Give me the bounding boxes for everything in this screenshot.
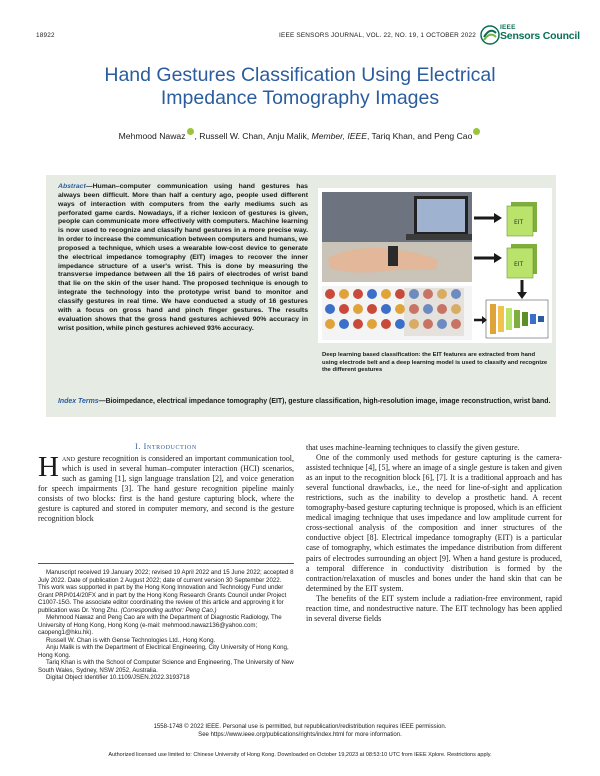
orcid-icon[interactable] (187, 128, 194, 135)
logo-sensors-council-text: Sensors Council (500, 30, 580, 42)
orcid-icon[interactable] (473, 128, 480, 135)
title-line-2: Impedance Tomography Images (160, 87, 440, 109)
footnote-corresponding: (Corresponding author: Peng Cao.) (120, 606, 217, 614)
footnote-affiliation-3: Anju Malik is with the Department of Electrical Engineering, City University of Hong Kong, Hong Kong. (38, 644, 289, 659)
footnote-doi[interactable]: Digital Object Identifier 10.1109/JSEN.2022.3193718 (46, 674, 190, 681)
right-paragraph-2: The benefits of the EIT system include a radiation-free environment, rapid reaction time, and nondestructive nature. The EIT technology has been applied in several diverse fields (306, 593, 562, 623)
footnote-manuscript-text: Manuscript received 19 January 2022; revised 19 April 2022 and 15 June 2022; accepted 8 July 2022. Date of publication 2 August 2022; date of current version 30 September 2022. This work was supported in part by the Hong Kong Innovation and Technology Fund under Grant PRP/014/20FX and in part by the Hong Kong Research Grants Council under Project C1007-15G. The associate editor coordinating the review of this article and approving it for publication was Dr. Yong Zhu. (38, 569, 294, 614)
authors-middle: , Russell W. Chan, Anju Malik, (194, 130, 310, 141)
intro-text: gesture recognition is considered an important communication tool, which is used in several human–computer interaction (HCI) scenarios, such as gaming [1], sign language translation [2], and voice generation for speech impairments [3]. The hand gesture recognition pipeline mainly consists of two blocks: first is the hand gesture capturing block, where the gesture is captured and stored in computer memory, and second is the gesture recognition block (38, 454, 294, 524)
right-paragraph-0: that uses machine-learning techniques to classify the given gesture. (306, 443, 520, 452)
graphical-abstract-figure (318, 188, 552, 343)
abstract-label: Abstract (58, 183, 86, 190)
authors-end: , Tariq Khan, and Peng Cao (366, 130, 473, 141)
author-list (30, 128, 570, 141)
lead-small-caps: and (61, 454, 75, 463)
footnote-manuscript (38, 569, 294, 614)
license-notice: Authorized licensed use limited to: Chinese University of Hong Kong. Downloaded on October 19,2023 at 08:53:10 UTC from IEEE Xplore. Restrictions apply. (108, 752, 492, 758)
title-line-1: Hand Gestures Classification Using Electrical (104, 64, 496, 86)
footnote-divider (38, 563, 294, 564)
footnote-affiliation-2: Russell W. Chan is with Gense Technologies Ltd., Hong Kong. (46, 636, 216, 644)
copyright-footer (30, 723, 570, 739)
index-terms (58, 397, 552, 406)
index-terms-body: —Bioimpedance, electrical impedance tomography (EIT), gesture classification, high-resolution image, image reconstruction, wrist band. (98, 398, 551, 405)
section-heading-introduction: I. Introduction (135, 442, 197, 451)
drop-cap: H (38, 451, 59, 483)
paper-title (30, 64, 570, 110)
rights-link-line[interactable]: See https://www.ieee.org/publications/rights/index.html for more information. (198, 732, 402, 738)
index-terms-label: Index Terms (58, 398, 99, 405)
footnotes (38, 569, 294, 682)
ieee-sensors-council-logo (480, 24, 580, 46)
figure-caption: Deep learning based classification: the EIT features are extracted from hand using electrode belt and a deep learning model is used to classify and recognize the different gestures (322, 352, 548, 374)
abstract-body: —Human–computer communication using hand gestures has always been difficult. More than half a century ago, people used different ways of interaction with computers from the early mediums such as perforated game cards. Nowadays, if a richer lexicon of gestures is given, people can communicate more effectively with computers. Machine learning is now used to recognize and classify hand gestures in a more precise way. In order to increase the communication between computers and humans, we proposed a technique, which uses a wearable low-cost device to generate the electrical impedance tomography (EIT) images to recover the inner impedance structure of a user's wrist. This is done by measuring the transverse impedance between all the 16 pairs of electrodes of wrist band that lie on the skin of the user hand. The proposed technique is enough to integrate the technology into the prototype wrist band to monitor and classify gestures in real time. We have conducted a study of 16 gestures with a focus on gross hand and pinch finger gestures. The results evaluation shows that the gross hand gestures achieved 90% accuracy in wrist position, while pinch gestures achieved 93% accuracy. (58, 183, 308, 332)
deep-learning-model (486, 300, 548, 338)
page-number: 18922 (36, 32, 55, 39)
abstract (58, 183, 308, 333)
figure-illustration (318, 188, 552, 343)
footnote-affiliation-1: Mehmood Nawaz and Peng Cao are with the Department of Diagnostic Radiology, The University of Hong Kong, Hong Kong (e-mail: mehmood.nawaz136@yahoo.com; caopeng1@hku.hk). (38, 614, 282, 636)
introduction-paragraph (38, 451, 294, 524)
eit-box-label-top: EIT (514, 219, 524, 226)
journal-name: IEEE SENSORS JOURNAL, VOL. 22, NO. 19, 1 OCTOBER 2022 (279, 32, 476, 39)
eit-box-label-mid: EIT (514, 261, 524, 268)
right-paragraph-1: One of the commonly used methods for gesture capturing is the camera-assisted technique [4], [5], where an image of a single gesture is taken and given as an input to the recognition block [6], [7]. It is a traditional approach and has several functional drawbacks, i.e., the need for line-of-sight and application restrictions, such as the inability to develop a prosthetic hand. A recent tomography-based gesture capturing technique is proposed, which is an efficient medical imaging technique that uses impedance and low amplitude current for cross-sectional analysis of the composition and inner structures of the conductive object [8]. Electrical impedance tomography (EIT) is a particular case of tomography, which estimates the impedance distribution from different pairs of electrodes surrounding an object [9]. When a hand gesture is produced, a temporal difference in conductivity distribution is formed by the contraction/relaxation of muscles and bones under the hand skin that can be determined by the EIT system. (306, 453, 562, 593)
author-role: Member, IEEE (311, 130, 367, 141)
footnote-affiliation-4: Tariq Khan is with the School of Computer Science and Engineering, The University of New South Wales, Sydney, NSW 2052, Australia. (38, 659, 294, 674)
eit-image-grid (322, 286, 472, 340)
copyright-line: 1558-1748 © 2022 IEEE. Personal use is permitted, but republication/redistribution requires IEEE permission. (153, 724, 447, 730)
right-column (306, 443, 562, 624)
sensors-council-logo-icon (480, 25, 500, 45)
author-nawaz: Mehmood Nawaz (118, 130, 186, 141)
logo-ieee-text: IEEE (500, 24, 516, 31)
